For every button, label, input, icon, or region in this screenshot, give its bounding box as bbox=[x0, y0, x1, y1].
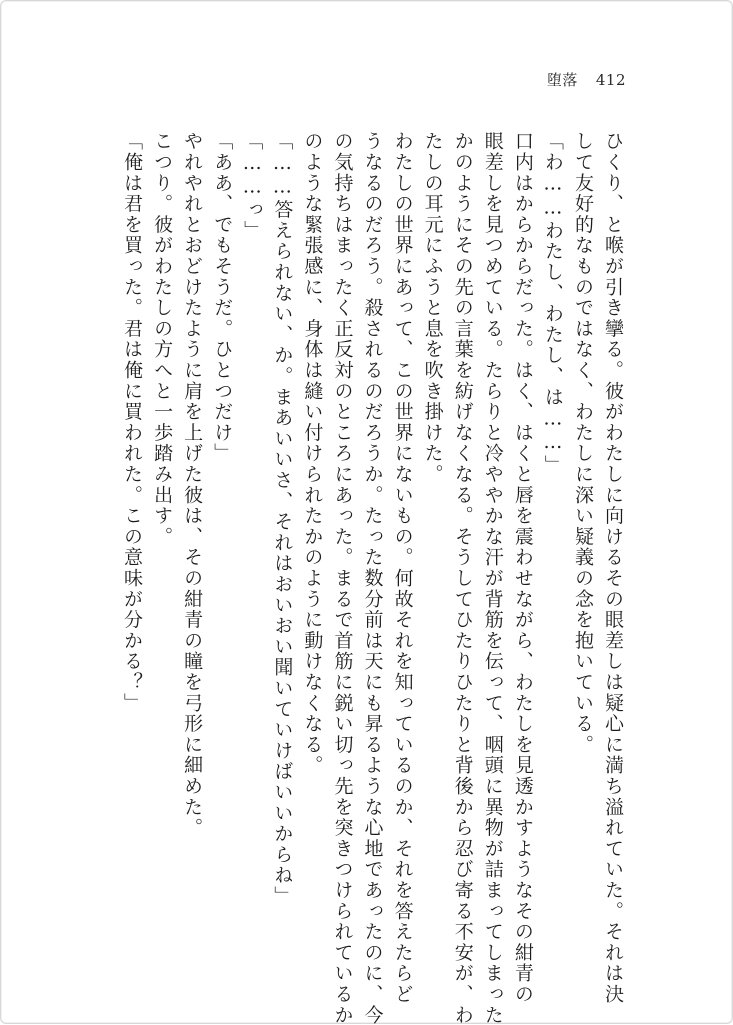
text-line: 眼差しを見つめている。たらりと冷ややかな汗が背筋を伝って、咽頭に異物が詰まってしまった bbox=[481, 131, 504, 1025]
chapter-title: 堕落 bbox=[546, 71, 578, 89]
text-line: 「わ……わたし、わたし、は……」 bbox=[541, 131, 564, 476]
text-line: 「……答えられない、か。まあいいさ、それはおいおい聞いていけばいいからね」 bbox=[271, 131, 294, 907]
page-number: 412 bbox=[595, 71, 626, 89]
text-line: して友好的なものではなく、わたしに深い疑義の念を抱いている。 bbox=[571, 131, 594, 755]
text-line: のような緊張感に、身体は縫い付けられたかのように動けなくなる。 bbox=[301, 131, 324, 776]
text-line: やれやれとおどけたように肩を上げた彼は、その紺青の瞳を弓形に細めた。 bbox=[181, 131, 204, 839]
text-line: こつり。彼がわたしの方へと一歩踏み出す。 bbox=[151, 131, 174, 547]
text-line: ひくり、と喉が引き攣る。彼がわたしに向けるその眼差しは疑心に満ち溢れていた。それは決 bbox=[602, 131, 624, 1005]
vertical-body-text bbox=[121, 131, 624, 1025]
text-line: の気持ちはまったく正反対のところにあった。まるで首筋に鋭い切っ先を突きつけられているか bbox=[331, 131, 354, 1025]
running-header bbox=[547, 69, 626, 90]
text-line: 「俺は君を買った。君は俺に買われた。この意味が分かる？」 bbox=[121, 131, 143, 714]
text-line: うなるのだろう。殺されるのだろうか。たった数分前は天にも昇るような心地であったのに、今 bbox=[361, 131, 384, 1025]
text-line: 「ああ、でもそうだ。ひとつだけ」 bbox=[211, 131, 234, 464]
text-line: たしの耳元にふうと息を吹き掛けた。 bbox=[421, 131, 444, 485]
text-line: わたしの世界にあって、この世界にないもの。何故それを知っているのか、それを答えたらど bbox=[391, 131, 414, 1005]
text-line: 口内はからからだった。はく、はくと唇を震わせながら、わたしを見透かすようなその紺青の bbox=[511, 131, 534, 1005]
text-line: 「……っ」 bbox=[241, 131, 264, 241]
text-line: かのようにその先の言葉を紡げなくなる。そうしてひたりひたりと背後から忍び寄る不安が、わ bbox=[451, 131, 474, 1025]
